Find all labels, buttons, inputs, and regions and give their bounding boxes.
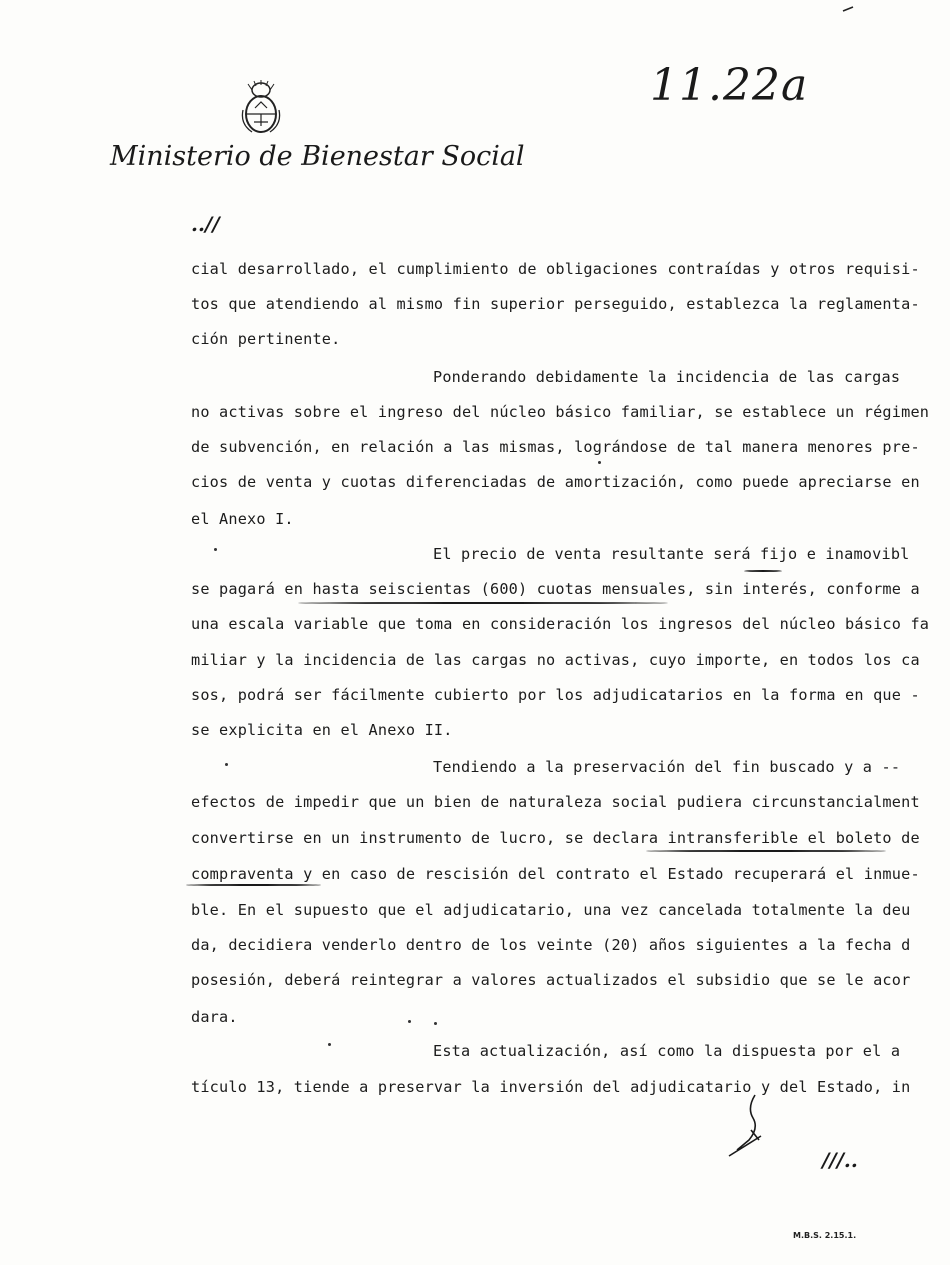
text-line: ción pertinente.	[191, 330, 341, 348]
scan-speck	[214, 548, 217, 551]
text-line: cios de venta y cuotas diferenciadas de amortización, como puede apreciarse en	[191, 473, 920, 491]
text-line: da, decidiera venderlo dentro de los veinte (20) años siguientes a la fecha d	[191, 936, 911, 954]
text-line: El precio de venta resultante será fijo e inamovibl	[433, 545, 910, 563]
corner-mark	[842, 6, 854, 12]
scan-speck	[408, 1020, 411, 1023]
signature-mark	[715, 1090, 775, 1160]
text-line: Tendiendo a la preservación del fin buscado y a --	[433, 758, 901, 776]
text-line: miliar y la incidencia de las cargas no activas, cuyo importe, en todos los ca	[191, 651, 920, 669]
continuation-mark-top: ..//	[191, 212, 220, 236]
handwritten-number: 11.22a	[650, 60, 809, 111]
text-line: cial desarrollado, el cumplimiento de obligaciones contraídas y otros requisi-	[191, 260, 920, 278]
coat-of-arms-icon	[238, 80, 284, 136]
text-line: se explicita en el Anexo II.	[191, 721, 453, 739]
text-line: posesión, deberá reintegrar a valores actualizados el subsidio que se le acor	[191, 971, 911, 989]
text-line: sos, podrá ser fácilmente cubierto por los adjudicatarios en la forma en que -	[191, 686, 920, 704]
text-line: Ponderando debidamente la incidencia de las cargas	[433, 368, 901, 386]
ministry-name: Ministerio de Bienestar Social	[110, 141, 525, 172]
text-line: una escala variable que toma en consideración los ingresos del núcleo básico fa	[191, 615, 930, 633]
handwritten-underline	[646, 850, 886, 852]
handwritten-underline	[744, 570, 782, 572]
continuation-mark-bottom: ///..	[822, 1148, 858, 1172]
text-line: se pagará en hasta seiscientas (600) cuotas mensuales, sin interés, conforme a	[191, 580, 920, 598]
text-line: efectos de impedir que un bien de naturaleza social pudiera circunstancialment	[191, 793, 920, 811]
text-line: convertirse en un instrumento de lucro, se declara intransferible el boleto de	[191, 829, 920, 847]
text-line: tículo 13, tiende a preservar la inversión del adjudicatario y del Estado, in	[191, 1078, 911, 1096]
handwritten-underline	[186, 884, 321, 886]
text-line: de subvención, en relación a las mismas, lográndose de tal manera menores pre-	[191, 438, 920, 456]
text-line: tos que atendiendo al mismo fin superior perseguido, establezca la reglamenta-	[191, 295, 920, 313]
scan-speck	[328, 1043, 331, 1046]
text-line: el Anexo I.	[191, 510, 294, 528]
scan-speck	[598, 461, 601, 464]
text-line: ble. En el supuesto que el adjudicatario, una vez cancelada totalmente la deu	[191, 901, 911, 919]
text-line: compraventa y en caso de rescisión del contrato el Estado recuperará el inmue-	[191, 865, 920, 883]
scan-speck	[225, 763, 228, 766]
text-line: dara.	[191, 1008, 238, 1026]
handwritten-underline	[298, 602, 668, 604]
text-line: no activas sobre el ingreso del núcleo básico familiar, se establece un régimen	[191, 403, 930, 421]
form-code: M.B.S. 2.15.1.	[793, 1231, 857, 1240]
text-line: Esta actualización, así como la dispuesta por el a	[433, 1042, 901, 1060]
scan-speck	[434, 1022, 437, 1025]
